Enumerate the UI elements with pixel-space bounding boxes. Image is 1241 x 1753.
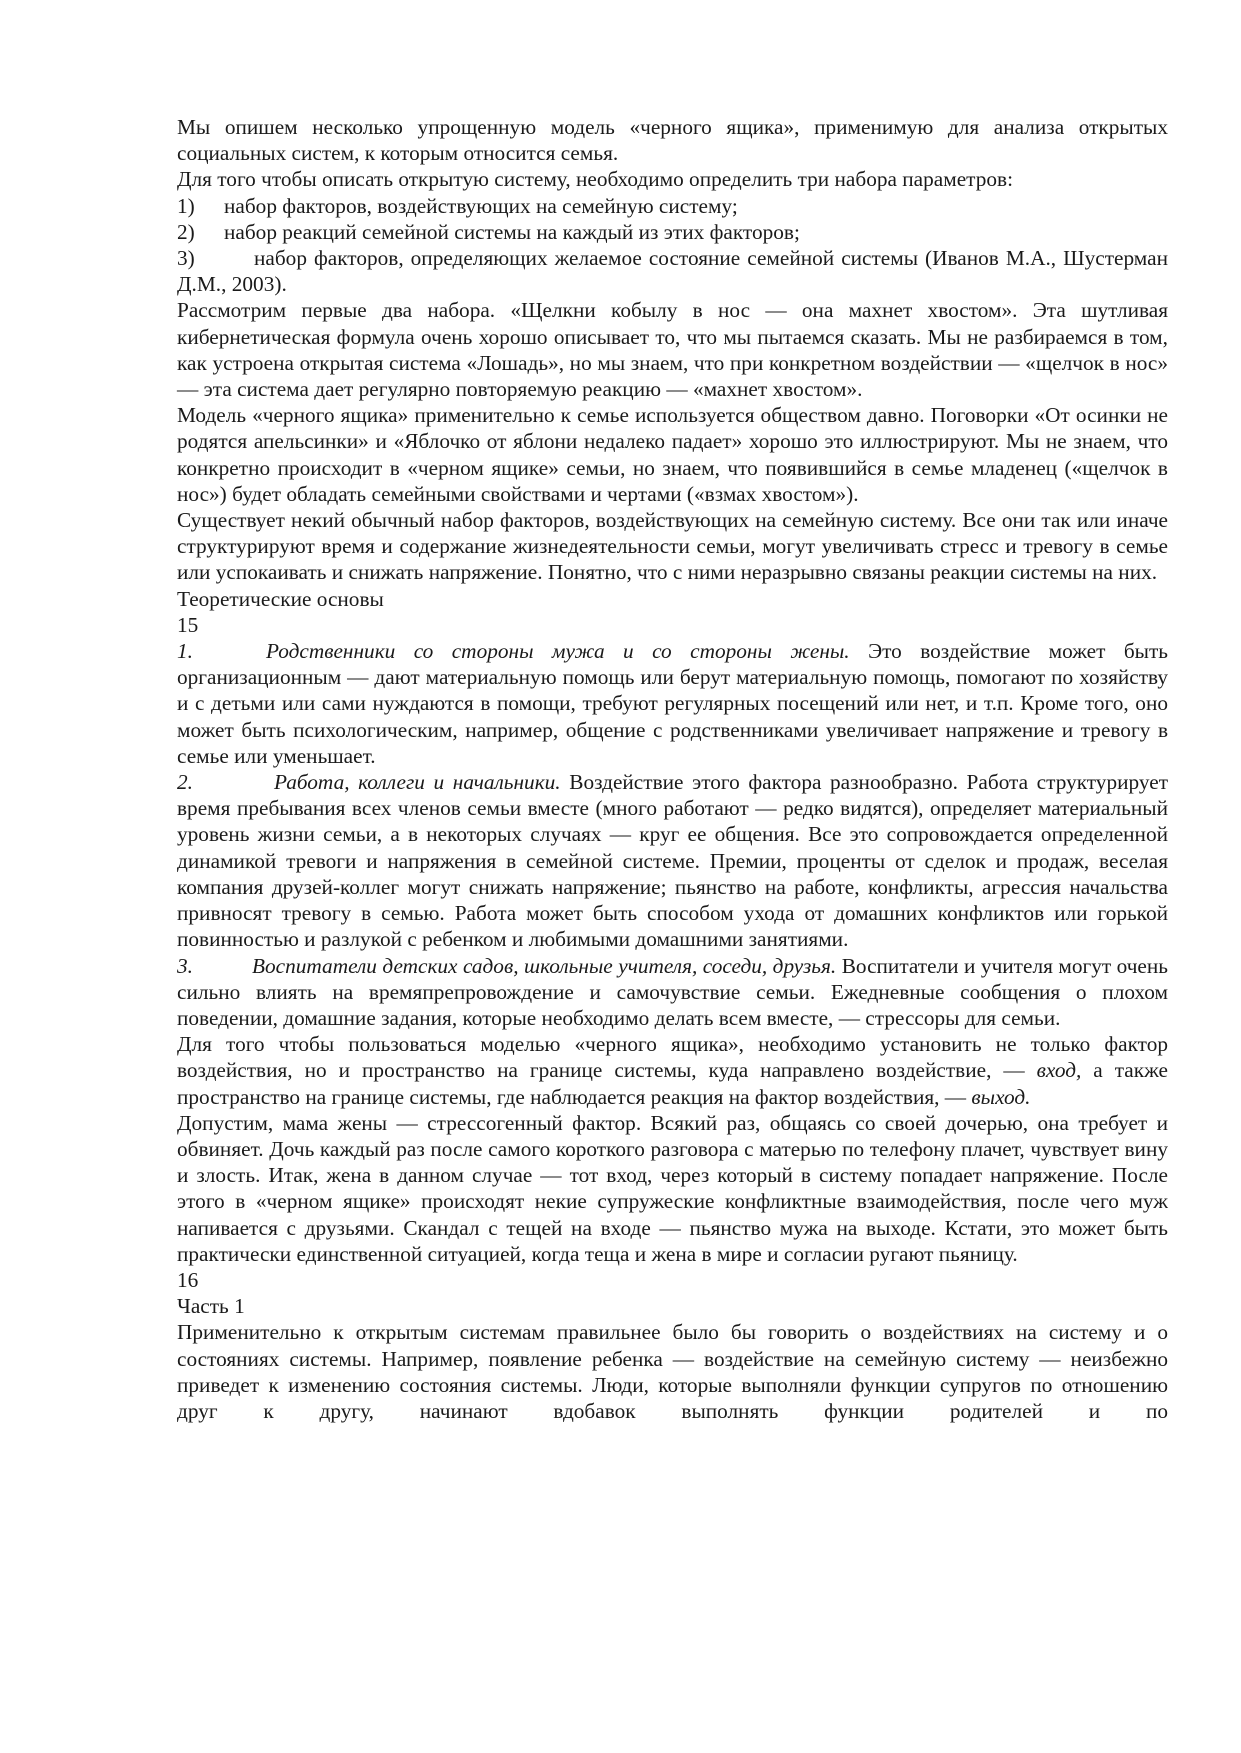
list-number: 2) (177, 219, 195, 244)
list-number: 1) (177, 193, 195, 218)
term-input: вход, (1036, 1058, 1082, 1083)
item-text: Воспитатели и учителя могут очень сильно влиять на времяпрепровождение и самочувствие семьи. Ежедневные сообщения о плохом поведении, домашние задания, которые необходимо делать всем вместе, — стрессоры для семьи. (177, 953, 1168, 1030)
paragraph-8: Применительно к открытым системам правильнее было бы говорить о воздействиях на систему и о состояниях системы. Например, появление ребенка — воздействие на семейную систему — неизбежно приведет к изменению состояния системы. Люди, которые выполняли функции супругов по отношению друг к другу, начинают вдобавок выполнять функции родителей и по (177, 1320, 1168, 1423)
running-header: Теоретические основы (177, 586, 384, 611)
item-title: Родственники со стороны мужа и со стороны жены. (266, 639, 850, 664)
item-text: Воздействие этого фактора разнообразно. Работа структурирует время пребывания всех членов семьи вместе (много работают — редко видятся), определяет материальный уровень жизни семьи, а в некоторых случаях — круг ее общения. Все это сопровождается определенной динамикой тревоги и напряжения в семейной системе. Премии, проценты от сделок и продаж, веселая компания друзей-коллег могут снижать напряжение; пьянство на работе, конфликты, агрессия начальства привносят тревогу в семью. Работа может быть способом ухода от домашних конфликтов или горькой повинностью и разлукой с ребенком и любимыми домашними занятиями. (177, 770, 1168, 952)
term-output: выход. (971, 1084, 1031, 1109)
list-item-3 (177, 245, 1168, 297)
item-text: Это воздействие может быть организационным — дают материальную помощь или берут материальную помощь, помогают по хозяйству и с детьми или сами нуждаются в помощи, требуют регулярных посещений или нет, и т.п. Кроме того, оно может быть психологическим, например, общение с родственниками увеличивает напряжение и тревогу в семье или уменьшает. (177, 639, 1168, 768)
item-title: Работа, коллеги и начальники. (274, 770, 561, 795)
factor-item-1 (177, 638, 1168, 769)
item-number: 2. (177, 770, 193, 795)
paragraph-5: Существует некий обычный набор факторов, воздействующих на семейную систему. Все они так или иначе структурируют время и содержание жизнедеятельности семьи, могут увеличивать стресс и тревогу в семье или успокаивать и снижать напряжение. Понятно, что с ними неразрывно связаны реакции системы на них. (177, 508, 1168, 585)
item-number: 3. (177, 953, 193, 978)
page-number: 15 (177, 612, 199, 637)
list-text: набор факторов, воздействующих на семейную систему; (224, 193, 738, 218)
paragraph-6 (177, 1031, 1168, 1110)
paragraph-2: Для того чтобы описать открытую систему, необходимо определить три набора параметров: (177, 167, 1013, 192)
factor-item-3 (177, 953, 1168, 1032)
document-body (177, 114, 1168, 1424)
factor-item-2 (177, 769, 1168, 952)
paragraph-3: Рассмотрим первые два набора. «Щелкни кобылу в нос — она махнет хвостом». Эта шутливая кибернетическая формула очень хорошо описывает то, что мы пытаемся сказать. Мы не разбираемся в том, как устроена открытая система «Лошадь», но мы знаем, что при конкретном воздействии — «щелчок в нос» — эта система дает регулярно повторяемую реакцию — «махнет хвостом». (177, 298, 1168, 402)
item-number: 1. (177, 639, 193, 664)
list-item-2 (177, 219, 1168, 245)
paragraph-4: Модель «черного ящика» применительно к семье используется обществом давно. Поговорки «От осинки не родятся апельсинки» и «Яблочко от яблони недалеко падает» хорошо это иллюстрируют. Мы не знаем, что конкретно происходит в «черном ящике» семьи, но знаем, что появившийся в семье младенец («щелчок в нос») будет обладать семейными свойствами и чертами («взмах хвостом»). (177, 403, 1168, 506)
list-text: набор реакций семейной системы на каждый из этих факторов; (224, 219, 800, 244)
running-header: Часть 1 (177, 1294, 245, 1319)
list-number: 3) (177, 246, 195, 271)
list-item-1 (177, 193, 1168, 219)
list-text: набор факторов, определяющих желаемое состояние семейной системы (Иванов М.А., Шустерман Д.М., 2003). (177, 246, 1168, 297)
page-number: 16 (177, 1267, 199, 1292)
paragraph-6-part-a: Для того чтобы пользоваться моделью «черного ящика», необходимо установить не только фактор воздействия, но и пространство на границе системы, куда направлено воздействие, — (177, 1032, 1168, 1083)
paragraph-1: Мы опишем несколько упрощенную модель «черного ящика», применимую для анализа открытых социальных систем, к которым относится семья. (177, 115, 1168, 166)
paragraph-7: Допустим, мама жены — стрессогенный фактор. Всякий раз, общаясь со своей дочерью, она требует и обвиняет. Дочь каждый раз после самого короткого разговора с матерью по телефону плачет, чувствует вину и злость. Итак, жена в данном случае — тот вход, через который в систему попадает напряжение. После этого в «черном ящике» происходят некие супружеские конфликтные взаимодействия, после чего муж напивается с друзьями. Скандал с тещей на входе — пьянство мужа на выходе. Кстати, это может быть практически единственной ситуацией, когда теща и жена в мире и согласии ругают пьяницу. (177, 1110, 1168, 1266)
item-title: Воспитатели детских садов, школьные учителя, соседи, друзья. (252, 953, 837, 978)
paragraph-6-part-c: а также пространство на границе системы, где наблюдается реакция на фактор воздействия, — (177, 1058, 1168, 1109)
